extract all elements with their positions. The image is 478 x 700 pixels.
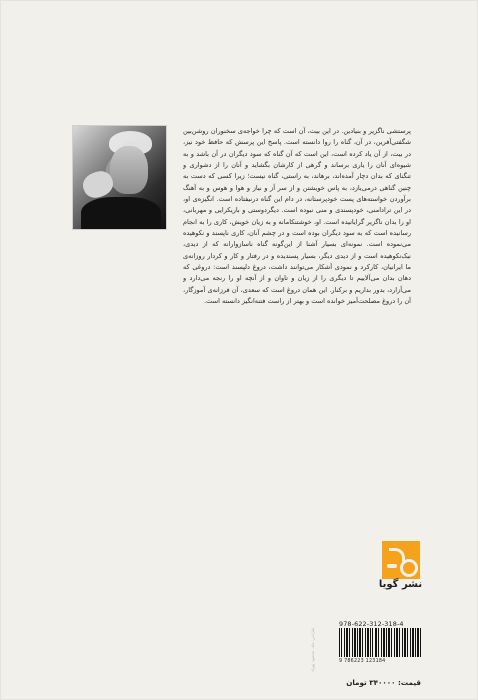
logo-circle-icon bbox=[400, 559, 418, 577]
back-cover-text: پرستشی ناگزیر و بنیادین. در این بیت، آن است که چرا خواجه‌ی سخنوران روشن‌بین شگفتی‌آفرین، در آن، گناه را روا دانسته است. پاسخ این پرسش که حافظ خود نیز، در بیت، از آن یاد کرده است، این است که آن گناه که سود دیگران در آن باشد و به شیوه‌ای آنان را یاری برساند و گرهی از کارشان بگشاید و آنان را از دشواری و تنگنای که بدان دچار آمده‌اند، برهاند، به راستی، گناه نیست؛ زیرا کسی که دست به چنین گناهی درمی‌یازد، به پاس خویشتن و از سر آز و نیاز و هوا و هوس و به آهنگ برآوردن خواسته‌های پست خودپرستانه، در دام این گناه درنیفتاده است. انگیزه‌ی او، در این ترادامنی، خودپسندی و منی نبوده است. دیگردوستی و باریکرایی و مهربانی، او را بدان ناگزیر گرایانیده است. او، خوشتنکامانه و به زیان خویش، کاری را به انجام رسانیده است که به سود دیگران بوده است و در چشم آنان، کاری ناپسند و نکوهیده می‌نموده است. نمونه‌ای بسیار آشنا از این‌گونه گناه ناسازوارانه که از دیدی، نیک‌نکوهیده است و از دیدی دیگر، بسیار پسندیده و در رفتار و کار و کردار روزانه‌ی ما ایرانیان، کارکرد و نمودی آشکار می‌توانند داشت، دروغ دلپسند است: دروغی که دهان بدان می‌آلاییم تا دیگری را از زیان و تاوان و از آنچه او را رنجه می‌دارد و می‌آزارد، بدور بداریم و برکنار. این همان دروغ است که سعدی، آن فرزانه‌ی آموزگار، آن را دروغ مصلحت‌آمیز خوانده است و بهتر از راست فتنه‌انگیز دانسته است. bbox=[183, 127, 411, 306]
isbn-number: 978-622-312-318-4 bbox=[339, 620, 404, 628]
barcode-digits: 9 786223 123184 bbox=[339, 659, 386, 664]
publisher-name: نشر گویا bbox=[378, 579, 423, 590]
cover-credit: طراحی جلد: محمود بهزاد bbox=[310, 627, 315, 673]
logo-bar-icon bbox=[387, 564, 397, 568]
barcode bbox=[339, 628, 423, 657]
portrait-face bbox=[110, 146, 148, 194]
price-label: قیمت: ۳۴۰۰۰۰ تومان bbox=[346, 678, 421, 687]
author-portrait bbox=[72, 125, 167, 230]
publisher-logo bbox=[382, 541, 420, 579]
portrait-shoulder bbox=[81, 197, 161, 230]
